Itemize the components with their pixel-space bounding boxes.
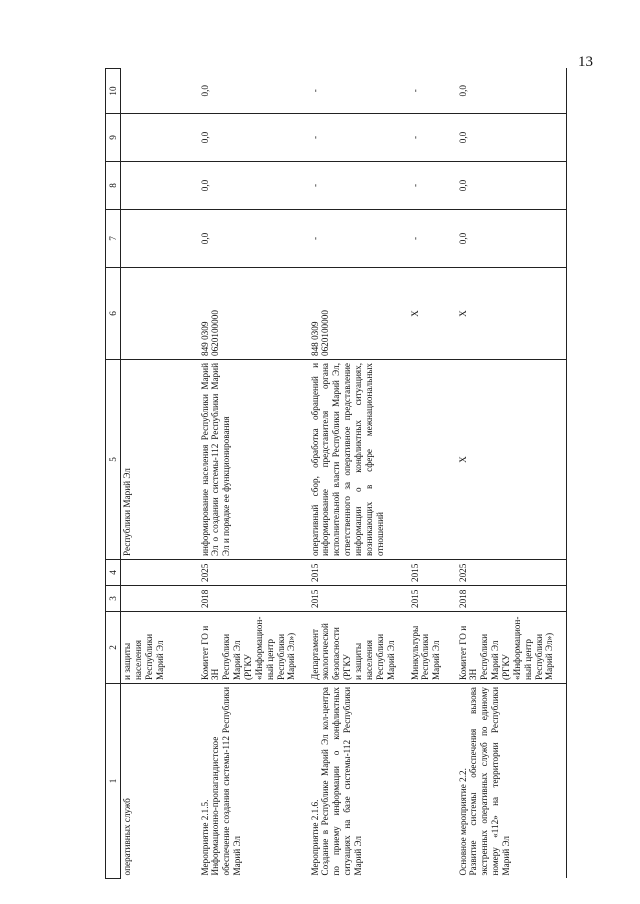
cell-end-year: 2025 [457, 560, 567, 586]
cell-activity [409, 684, 457, 879]
cell-start-year: 2015 [309, 586, 409, 612]
cell-value-10 [121, 69, 199, 114]
cell-budget-code [121, 268, 199, 360]
header-cell-10: 10 [106, 69, 121, 114]
header-row [106, 69, 121, 879]
cell-value-8: - [409, 162, 457, 210]
cell-value-7 [121, 210, 199, 268]
cell-executor: Комитет ГО и ЗН Республики Марий Эл (РГКУ «Информацион- ный центр Республики Марий Эл») [199, 612, 309, 684]
cell-value-8: - [309, 162, 409, 210]
cell-start-year: 2018 [457, 586, 567, 612]
cell-end-year: 2015 [409, 560, 457, 586]
cell-end-year: 2015 [309, 560, 409, 586]
header-cell-7: 7 [106, 210, 121, 268]
header-cell-9: 9 [106, 114, 121, 162]
cell-value-7: 0,0 [199, 210, 309, 268]
header-cell-3: 3 [106, 586, 121, 612]
cell-value-9: 0,0 [199, 114, 309, 162]
table-row [199, 69, 309, 879]
cell-executor: Минкультуры Республики Марий Эл [409, 612, 457, 684]
header-cell-6: 6 [106, 268, 121, 360]
header-cell-4: 4 [106, 560, 121, 586]
cell-result: X [457, 360, 567, 560]
header-cell-8: 8 [106, 162, 121, 210]
cell-value-8: 0,0 [199, 162, 309, 210]
cell-value-8 [121, 162, 199, 210]
cell-value-10: - [309, 69, 409, 114]
header-cell-1: 1 [106, 684, 121, 879]
cell-budget-code: 849 0309 0620100000 [199, 268, 309, 360]
cell-budget-code: 848 0309 0620100000 [309, 268, 409, 360]
cell-activity: Мероприятие 2.1.5. Информационно-пропагандистское обеспечение создания системы-112 Республики Марий Эл [199, 687, 243, 876]
cell-value-9: - [409, 114, 457, 162]
cell-value-9 [121, 114, 199, 162]
cell-budget-code: X [457, 268, 567, 360]
table-row [457, 69, 567, 879]
cell-value-9: 0,0 [457, 114, 567, 162]
cell-activity: Основное мероприятие 2.2. Развитие системы обеспечения вызова экстренных оперативных служб по единому номеру «112» на территории Республики Марий Эл [457, 684, 567, 879]
header-cell-2: 2 [106, 612, 121, 684]
cell-executor: и защиты населения Республики Марий Эл [121, 612, 199, 684]
page-number: 13 [578, 54, 593, 70]
cell-result: оперативный сбор, обработка обращений и информирование представителя органа исполнительной власти Республики Марий Эл, ответственного за оперативное представление информации о конфликтных ситуациях, возникающих в сфере межнациональных отношений [309, 360, 457, 560]
cell-value-10: 0,0 [457, 69, 567, 114]
rotated-table-wrapper [105, 69, 555, 879]
cell-value-7: 0,0 [457, 210, 567, 268]
program-activities-table [105, 68, 567, 879]
cell-start-year [121, 586, 199, 612]
cell-value-10: 0,0 [199, 69, 309, 114]
cell-value-8: 0,0 [457, 162, 567, 210]
cell-end-year [121, 560, 199, 586]
cell-value-7: - [409, 210, 457, 268]
table-row [309, 69, 409, 879]
cell-value-7: - [309, 210, 409, 268]
cell-executor: Комитет ГО и ЗН Республики Марий Эл (РГКУ «Информацион- ный центр Республики Марий Эл») [457, 612, 567, 684]
cell-end-year: 2025 [199, 560, 309, 586]
cell-executor: Департамент экологической безопасности (РГКУ и защиты населения Республики Марий Эл [309, 612, 409, 684]
cell-value-9: - [309, 114, 409, 162]
table-row [121, 69, 199, 879]
cell-result: Республики Марий Эл [121, 360, 199, 560]
cell-activity: оперативных служб [122, 798, 132, 876]
cell-start-year: 2015 [409, 586, 457, 612]
cell-activity: Мероприятие 2.1.6. Создание в Республике Марий Эл кол-центра по приему информации о конфликтных ситуациях на базе системы-112 Республики Марий Эл [309, 687, 363, 876]
cell-budget-code: X [409, 268, 457, 360]
cell-start-year: 2018 [199, 586, 309, 612]
cell-result: информирование населения Республики Марий Эл о создании системы-112 Республики Марий Эл и порядке ее функционирования [199, 360, 309, 560]
cell-value-10: - [409, 69, 457, 114]
header-cell-5: 5 [106, 360, 121, 560]
